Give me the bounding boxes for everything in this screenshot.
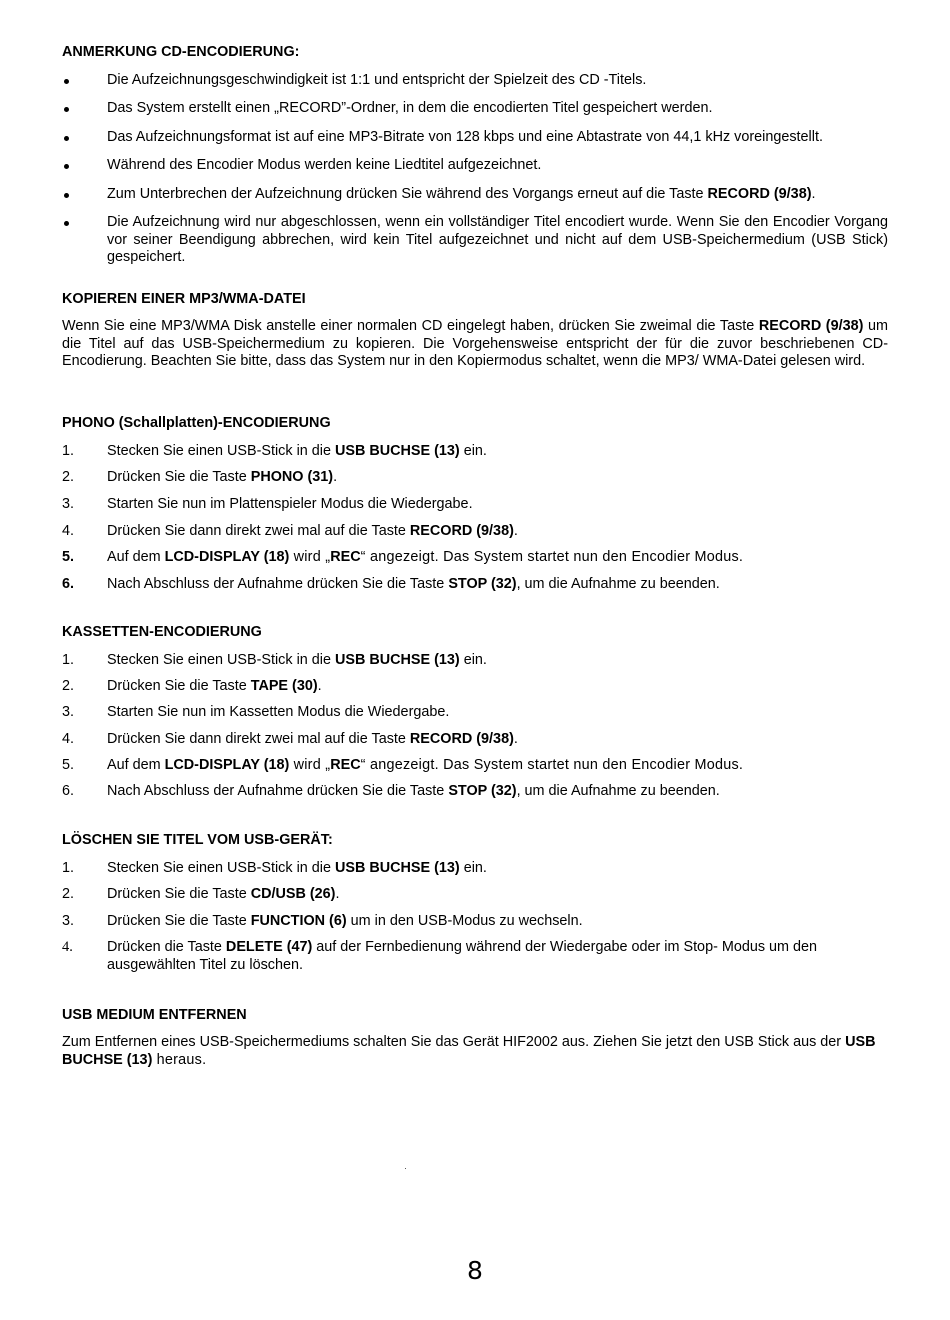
heading-remove-usb: USB MEDIUM ENTFERNEN bbox=[62, 1007, 247, 1023]
list-text: Drücken Sie die Taste TAPE (30). bbox=[107, 678, 322, 694]
bullet-icon bbox=[64, 107, 69, 112]
list-text: Stecken Sie einen USB-Stick in die USB BUCHSE (13) ein. bbox=[107, 443, 487, 459]
list-number: 4. bbox=[62, 731, 75, 747]
heading-delete: LÖSCHEN SIE TITEL VOM USB-GERÄT: bbox=[62, 832, 333, 848]
bullet-text: Das Aufzeichnungsformat ist auf eine MP3-Bitrate von 128 kbps und eine Abtastrate von 44,1 kHz voreingestellt. bbox=[107, 129, 823, 145]
list-number: 1. bbox=[62, 652, 75, 668]
list-number: 3. bbox=[62, 913, 75, 929]
list-text: Drücken Sie die Taste CD/USB (26). bbox=[107, 886, 340, 902]
list-number: 2. bbox=[62, 469, 75, 485]
list-text: Auf dem LCD-DISPLAY (18) wird „REC“ angezeigt. Das System startet nun den Encodier Modus. bbox=[107, 757, 744, 773]
page-number: 8 bbox=[467, 1256, 483, 1285]
list-number: 6. bbox=[62, 783, 75, 799]
list-text: Drücken die Taste DELETE (47) auf der Fernbedienung während der Wiedergabe oder im Stop- Modus um den ausgewählten Titel zu löschen. bbox=[107, 939, 818, 973]
list-number: 4. bbox=[62, 523, 75, 539]
list-number: 5. bbox=[62, 757, 75, 773]
list-number: 3. bbox=[62, 704, 75, 720]
paragraph-mp3-copy: Wenn Sie eine MP3/WMA Disk anstelle einer normalen CD eingelegt haben, drücken Sie zweimal die Taste RECORD (9/38) um die Titel auf das USB-Speichermedium zu kopieren. Die Vorgehensweise entspricht der für die zuvor beschriebenen CD-Encodierung. Beachten Sie bitte, dass das System nur in den Kopiermodus schaltet, wenn die MP3/ WMA-Datei gelesen wird. bbox=[62, 318, 888, 369]
list-text: Starten Sie nun im Plattenspieler Modus die Wiedergabe. bbox=[107, 496, 473, 512]
bullet-icon bbox=[64, 164, 69, 169]
list-text: Drücken Sie dann direkt zwei mal auf die Taste RECORD (9/38). bbox=[107, 523, 518, 539]
list-text: Drücken Sie dann direkt zwei mal auf die Taste RECORD (9/38). bbox=[107, 731, 518, 747]
bullet-text: Die Aufzeichnung wird nur abgeschlossen, wenn ein vollständiger Titel encodiert wurde. Wenn Sie den Encodier Vorgang vor seiner Beendigung abbrechen, wird kein Titel aufgezeichnet und nicht auf dem USB-Speichermedium (USB Stick) gespeichert. bbox=[107, 214, 888, 265]
heading-mp3-copy: KOPIEREN EINER MP3/WMA-DATEI bbox=[62, 291, 306, 307]
list-text: Stecken Sie einen USB-Stick in die USB BUCHSE (13) ein. bbox=[107, 860, 487, 876]
list-number: 6. bbox=[62, 576, 75, 592]
bullet-text: Zum Unterbrechen der Aufzeichnung drücken Sie während des Vorgangs erneut auf die Taste RECORD (9/38). bbox=[107, 186, 816, 202]
bullet-icon bbox=[64, 221, 69, 226]
bullet-icon bbox=[64, 193, 69, 198]
list-text: Drücken Sie die Taste PHONO (31). bbox=[107, 469, 338, 485]
list-number: 4. bbox=[62, 939, 73, 955]
stray-dot bbox=[405, 1168, 406, 1169]
heading-cd-encoding: ANMERKUNG CD-ENCODIERUNG: bbox=[62, 44, 300, 60]
list-number: 1. bbox=[62, 860, 75, 876]
list-text: Starten Sie nun im Kassetten Modus die Wiedergabe. bbox=[107, 704, 450, 720]
bullet-icon bbox=[64, 79, 69, 84]
list-text: Stecken Sie einen USB-Stick in die USB BUCHSE (13) ein. bbox=[107, 652, 487, 668]
list-number: 2. bbox=[62, 678, 75, 694]
bullet-text: Das System erstellt einen „RECORD”-Ordner, in dem die encodierten Titel gespeichert werden. bbox=[107, 100, 713, 116]
paragraph-remove-usb: Zum Entfernen eines USB-Speichermediums schalten Sie das Gerät HIF2002 aus. Ziehen Sie jetzt den USB Stick aus der USB BUCHSE (13) heraus. bbox=[62, 1034, 876, 1068]
list-number: 1. bbox=[62, 443, 75, 459]
bullet-icon bbox=[64, 136, 69, 141]
list-text: Drücken Sie die Taste FUNCTION (6) um in den USB-Modus zu wechseln. bbox=[107, 913, 583, 929]
list-text: Auf dem LCD-DISPLAY (18) wird „REC“ angezeigt. Das System startet nun den Encodier Modus. bbox=[107, 549, 744, 565]
heading-cassette: KASSETTEN-ENCODIERUNG bbox=[62, 624, 262, 640]
list-text: Nach Abschluss der Aufnahme drücken Sie die Taste STOP (32), um die Aufnahme zu beenden. bbox=[107, 576, 720, 592]
list-number: 2. bbox=[62, 886, 75, 902]
bullet-text: Während des Encodier Modus werden keine Liedtitel aufgezeichnet. bbox=[107, 157, 542, 173]
list-number: 3. bbox=[62, 496, 75, 512]
bullet-text: Die Aufzeichnungsgeschwindigkeit ist 1:1 und entspricht der Spielzeit des CD -Titels. bbox=[107, 72, 647, 88]
list-text: Nach Abschluss der Aufnahme drücken Sie die Taste STOP (32), um die Aufnahme zu beenden. bbox=[107, 783, 720, 799]
list-number: 5. bbox=[62, 549, 75, 565]
heading-phono: PHONO (Schallplatten)-ENCODIERUNG bbox=[62, 415, 331, 431]
